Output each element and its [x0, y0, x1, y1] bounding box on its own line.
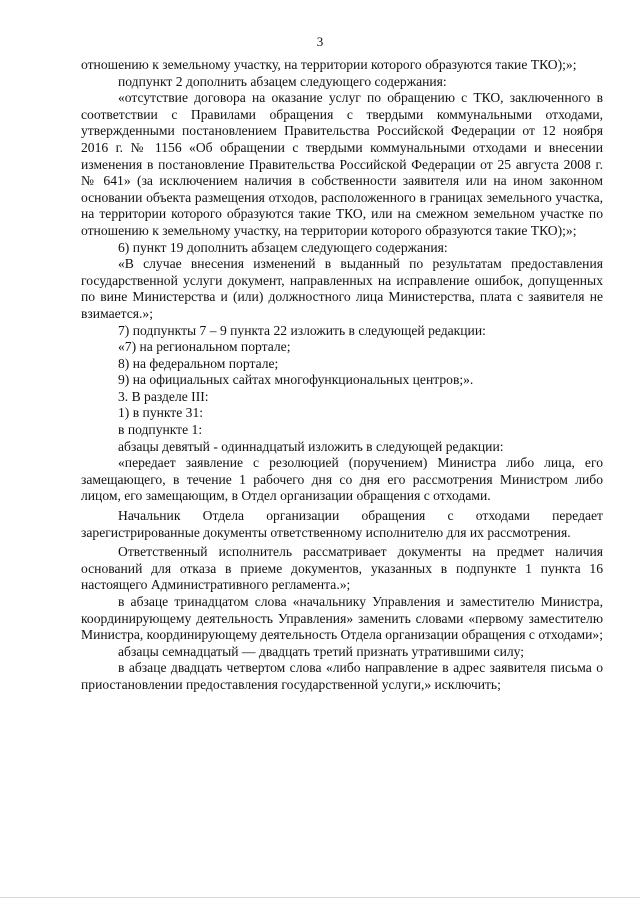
page-number: 3 [316, 34, 324, 49]
paragraph: «передает заявление с резолюцией (поручением) Министра либо лица, его замещающего, в течение 1 рабочего дня со дня его рассмотрения Министром либо лицом, его замещающим, в Отдел организации обращения с отходами. [81, 455, 603, 504]
paragraph: «В случае внесения изменений в выданный по результатам предоставления государственной услуги документ, направленных на исправление ошибок, допущенных по вине Министерства и (или) должностного лица Министерства, плата с заявителя не взимается.»; [81, 256, 603, 321]
paragraph: в абзаце двадцать четвертом слова «либо направление в адрес заявителя письма о приостановлении предоставления государственной услуги,» исключить; [81, 660, 603, 692]
paragraph: Начальник Отдела организации обращения с отходами передает зарегистрированные документы ответственному исполнителю для их рассмотрения. [81, 508, 603, 540]
paragraph: в подпункте 1: [118, 422, 203, 438]
paragraph: «отсутствие договора на оказание услуг по обращению с ТКО, заключенного в соответствии с Правилами обращения с твердыми коммунальными отходами, утвержденными постановлением Правительства Российской Федерации от 12 ноября 2016 г. № 1156 «Об обращении с твердыми коммунальными отходами и внесении изменения в постановление Правительства Российской Федерации от 25 августа 2008 г. № 641» (за исключением наличия в собственности заявителя или на ином законном основании объекта размещения отходов, расположенного в границах земельного участка, на территории которого образуются такие ТКО, или на смежном земельном участке по отношению к земельному участку, на территории которого образуются такие ТКО);»; [81, 90, 603, 238]
paragraph: отношению к земельному участку, на территории которого образуются такие ТКО);»; [81, 57, 577, 72]
paragraph: абзацы семнадцатый — двадцать третий признать утратившими силу; [118, 643, 525, 659]
page-bottom-divider [0, 897, 640, 898]
paragraph: 7) подпункты 7 – 9 пункта 22 изложить в следующей редакции: [118, 322, 486, 338]
paragraph: 3. В разделе III: [118, 388, 209, 404]
paragraph: 1) в пункте 31: [118, 405, 204, 421]
paragraph: 6) пункт 19 дополнить абзацем следующего содержания: [118, 239, 448, 255]
paragraph: в абзаце тринадцатом слова «начальнику Управления и заместителю Министра, координирующему деятельность Управления» заменить словами «первому заместителю Министра, координирующему деятельность Отдела организации обращения с отходами»; [81, 594, 603, 643]
paragraph: подпункт 2 дополнить абзацем следующего содержания: [118, 73, 447, 89]
paragraph: 9) на официальных сайтах многофункциональных центров;». [118, 372, 474, 388]
paragraph: абзацы девятый - одиннадцатый изложить в следующей редакции: [118, 438, 504, 454]
paragraph: Ответственный исполнитель рассматривает документы на предмет наличия оснований для отказа в приеме документов, указанных в подпункте 1 пункта 16 настоящего Административного регламента.»; [81, 544, 603, 593]
paragraph: «7) на региональном портале; [118, 339, 291, 355]
paragraph: 8) на федеральном портале; [118, 355, 279, 371]
document-body [81, 57, 603, 694]
